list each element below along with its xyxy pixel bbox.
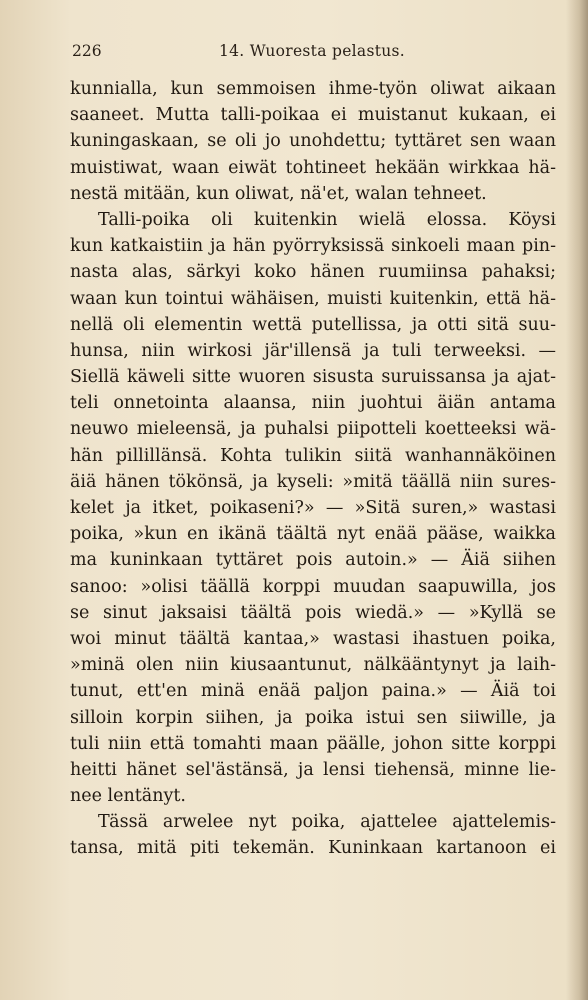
text-line: Siellä käweli sitte wuoren sisusta suruissansa ja ajat- [70,367,556,388]
text-line: kelet ja itket, poikaseni?» — »Sitä suren,» wastasi [70,498,556,518]
text-line: tuli niin että tomahti maan päälle, johon sitte korppi [70,733,556,754]
text-line: Tässä arwelee nyt poika, ajattelee ajattelemis- [98,812,556,833]
text-line: tunut, ett'en minä enää paljon paina.» — Äiä toi [70,681,556,702]
text-line: silloin korpin siihen, ja poika istui sen siiwille, ja [70,707,556,728]
text-line: heitti hänet sel'ästänsä, ja lensi tiehensä, minne lie- [70,759,556,780]
text-line: tansa, mitä piti tekemän. Kuninkaan kartanoon ei [70,838,556,859]
running-title: 14. Wuoresta pelastus. [218,42,406,60]
text-line: sanoo: »olisi täällä korppi muudan saapuwilla, jos [70,576,556,597]
text-line: poika, »kun en ikänä täältä nyt enää pääse, waikka [70,524,556,545]
text-line: kuningaskaan, se oli jo unohdettu; tyttäret sen waan [70,131,556,152]
text-line: Talli-poika oli kuitenkin wielä elossa. Köysi [98,209,556,230]
text-line: nasta alas, särkyi koko hänen ruumiinsa pahaksi; [70,262,556,283]
text-line: hän pillillänsä. Kohta tulikin siitä wanhannäköinen [70,445,556,466]
text-line: nee lentänyt. [70,786,186,807]
text-line: kunnialla, kun semmoisen ihme-työn oliwat aikaan [70,79,556,99]
page-header [72,42,552,68]
text-line: hunsa, niin wirkosi jär'illensä ja tuli terweeksi. — [70,340,556,361]
page-edge-shadow [566,0,588,1000]
text-line: woi minut täältä kantaa,» wastasi ihastuen poika, [70,628,556,649]
text-line: waan kun tointui wähäisen, muisti kuitenkin, että hä- [70,288,556,309]
page-number: 226 [72,42,102,60]
text-line: äiä hänen tökönsä, ja kyseli: »mitä täällä niin sures- [70,471,556,492]
text-line: »minä olen niin kiusaantunut, nälkääntynyt ja laih- [70,655,556,676]
text-line: kun katkaistiin ja hän pyörryksissä sinkoeli maan pin- [70,236,556,257]
text-line: nellä oli elementin wettä putellissa, ja otti sitä suu- [70,314,556,335]
text-line: saaneet. Mutta talli-poikaa ei muistanut kukaan, ei [70,105,556,126]
text-line: neuwo mieleensä, ja puhalsi piipotteli koetteeksi wä- [70,419,556,440]
body-text [70,76,556,862]
text-line: teli onnetointa alaansa, niin juohtui äiän antama [70,393,556,414]
text-line: se sinut jaksaisi täältä pois wiedä.» — »Kyllä se [70,602,556,623]
text-line: muistiwat, waan eiwät tohtineet hekään wirkkaa hä- [70,157,556,178]
text-line: nestä mitään, kun oliwat, nä'et, walan tehneet. [70,183,487,204]
text-line: ma kuninkaan tyttäret pois autoin.» — Äiä siihen [70,550,556,571]
